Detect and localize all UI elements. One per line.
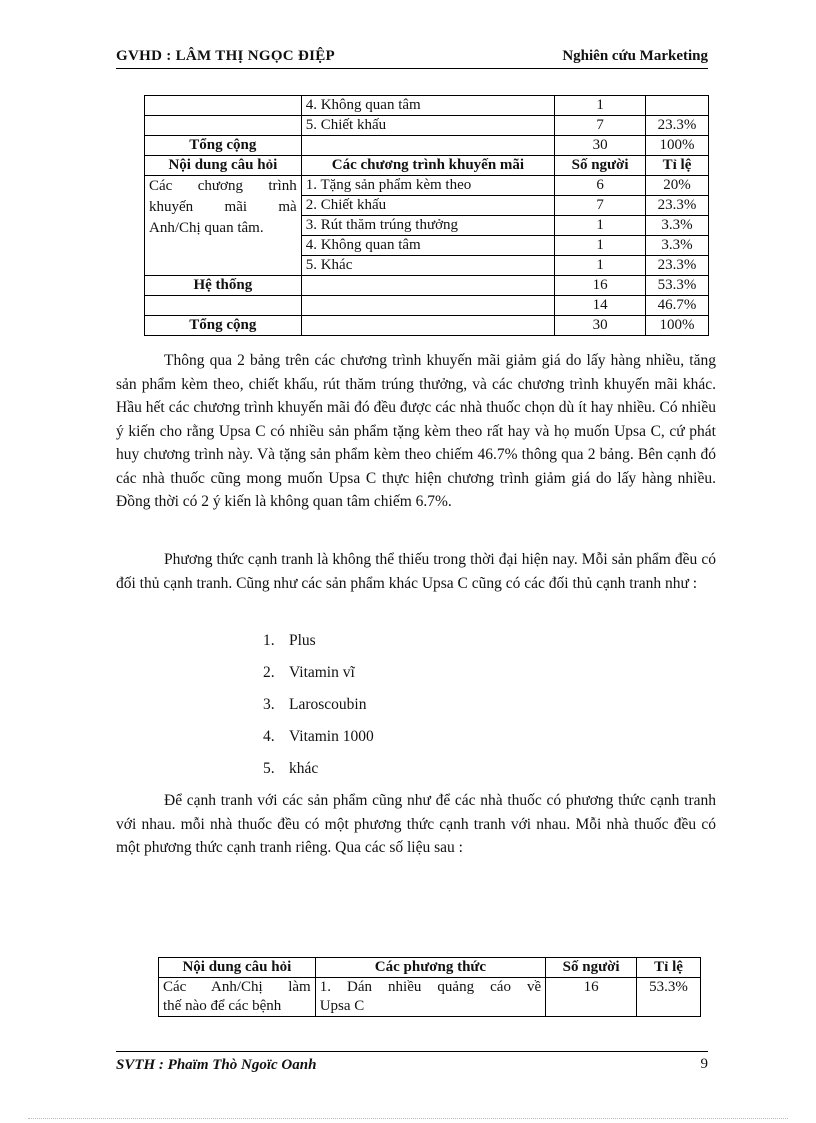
page-header — [116, 46, 708, 69]
table-cell: 3.3% — [646, 236, 709, 256]
list-text: Vitamin vĩ — [289, 664, 355, 681]
column-header: Số người — [555, 156, 646, 176]
table-cell: 1 — [555, 256, 646, 276]
table-cell: 1 — [555, 96, 646, 116]
column-header: Tỉ lệ — [637, 958, 701, 978]
column-header: Các phương thức — [315, 958, 545, 978]
page-boundary-divider — [28, 1118, 788, 1119]
table-cell: 1. Tặng sản phẩm kèm theo — [301, 176, 554, 196]
table-row — [159, 978, 701, 1017]
page-number: 9 — [700, 1056, 708, 1072]
footer-author: SVTH : Phaïm Thò Ngoïc Oanh — [116, 1057, 317, 1073]
paragraph-competition — [116, 548, 716, 595]
competitor-list — [263, 625, 374, 785]
table-cell: 53.3% — [637, 978, 701, 1017]
table-row — [145, 96, 709, 116]
methods-table — [158, 957, 701, 1017]
list-number: 3. — [263, 696, 275, 713]
table-cell: 100% — [646, 316, 709, 336]
column-header: Tỉ lệ — [646, 156, 709, 176]
table-cell: 100% — [646, 136, 709, 156]
promotion-table — [144, 95, 709, 336]
table-cell: 5. Chiết khấu — [301, 116, 554, 136]
method-line: Upsa C — [319, 998, 365, 1014]
list-item — [263, 753, 374, 785]
table-cell: 30 — [555, 136, 646, 156]
table-row — [145, 116, 709, 136]
table-cell: 23.3% — [646, 256, 709, 276]
question-line: thế nào để các bệnh — [163, 998, 282, 1014]
table-cell — [145, 296, 302, 316]
list-item — [263, 689, 374, 721]
total-label: Tổng cộng — [145, 136, 302, 156]
question-cell — [145, 176, 302, 276]
table-cell — [301, 296, 554, 316]
list-item — [263, 625, 374, 657]
table-cell: 5. Khác — [301, 256, 554, 276]
table-cell: 2. Chiết khấu — [301, 196, 554, 216]
table-header-row — [159, 958, 701, 978]
table-cell — [145, 96, 302, 116]
question-line: Các chương trình — [149, 178, 297, 194]
table-cell: 3.3% — [646, 216, 709, 236]
table-cell: 46.7% — [646, 296, 709, 316]
list-number: 1. — [263, 632, 275, 649]
table-row — [145, 176, 709, 196]
table-cell: 7 — [555, 116, 646, 136]
table-cell: 16 — [555, 276, 646, 296]
paragraph-summary — [116, 349, 716, 514]
table-cell: 14 — [555, 296, 646, 316]
total-label: Tổng cộng — [145, 316, 302, 336]
paragraph-text: Để cạnh tranh với các sản phẩm cũng như để các nhà thuốc có phương thức cạnh tranh với nhau. mỗi nhà thuốc đều có một phương thức cạnh tranh với nhau. Mỗi nhà thuốc đều có một phương thức cạnh tranh riêng. Qua các số liệu sau : — [116, 792, 716, 856]
table-cell: 7 — [555, 196, 646, 216]
list-text: khác — [289, 760, 319, 777]
header-subject: Nghiên cứu Marketing — [562, 48, 708, 64]
list-text: Vitamin 1000 — [289, 728, 374, 745]
table-cell: 4. Không quan tâm — [301, 96, 554, 116]
table-cell: 4. Không quan tâm — [301, 236, 554, 256]
list-number: 2. — [263, 664, 275, 681]
question-line: Các Anh/Chị làm — [163, 979, 311, 995]
table-cell: 1 — [555, 236, 646, 256]
table-row — [145, 296, 709, 316]
method-cell — [315, 978, 545, 1017]
method-line: 1. Dán nhiều quảng cáo về — [319, 979, 542, 995]
question-cell — [159, 978, 316, 1017]
list-text: Plus — [289, 632, 316, 649]
table-cell: 3. Rút thăm trúng thưởng — [301, 216, 554, 236]
table-cell — [301, 316, 554, 336]
table-cell: 23.3% — [646, 196, 709, 216]
question-line: Anh/Chị quan tâm. — [149, 220, 264, 236]
list-number: 4. — [263, 728, 275, 745]
paragraph-methods — [116, 789, 716, 860]
table-cell: 30 — [555, 316, 646, 336]
table-cell: 20% — [646, 176, 709, 196]
table-row — [145, 316, 709, 336]
table-cell — [646, 96, 709, 116]
table-cell — [301, 276, 554, 296]
table-cell — [301, 136, 554, 156]
table-header-row — [145, 156, 709, 176]
column-header: Các chương trình khuyến mãi — [301, 156, 554, 176]
table-row — [145, 276, 709, 296]
column-header: Nội dung câu hỏi — [159, 958, 316, 978]
table-cell — [145, 116, 302, 136]
list-number: 5. — [263, 760, 275, 777]
paragraph-text: Phương thức cạnh tranh là không thể thiếu trong thời đại hiện nay. Mỗi sản phẩm đều có đối thủ cạnh tranh. Cũng như các sản phẩm khác Upsa C cũng có các đối thủ cạnh tranh như : — [116, 551, 716, 592]
table-cell: 6 — [555, 176, 646, 196]
table-row — [145, 136, 709, 156]
header-advisor: GVHD : LÂM THỊ NGỌC ĐIỆP — [116, 48, 336, 64]
column-header: Số người — [546, 958, 637, 978]
list-text: Laroscoubin — [289, 696, 367, 713]
question-line: khuyến mãi mà — [149, 199, 297, 215]
paragraph-text: Thông qua 2 bảng trên các chương trình khuyến mãi giảm giá do lấy hàng nhiều, tăng sản phẩm kèm theo, chiết khấu, rút thăm trúng thưởng, và các chương trình khuyến mãi khác. Hầu hết các chương trình khuyến mãi đó đều được các nhà thuốc chọn dù ít hay nhiều. Có nhiều ý kiến cho rằng Upsa C có nhiều sản phẩm tặng kèm theo rất hay và họ muốn Upsa C, cứ phát huy chương trình này. Và tặng sản phẩm kèm theo chiếm 46.7% thông qua 2 bảng. Bên cạnh đó các nhà thuốc cũng mong muốn Upsa C thực hiện chương trình giảm giá do lấy hàng nhiều. Đồng thời có 2 ý kiến là không quan tâm chiếm 6.7%. — [116, 352, 716, 510]
table-cell: 16 — [546, 978, 637, 1017]
table-cell: 1 — [555, 216, 646, 236]
table-cell: 53.3% — [646, 276, 709, 296]
column-header: Nội dung câu hỏi — [145, 156, 302, 176]
page-footer — [116, 1051, 708, 1074]
system-label: Hệ thống — [145, 276, 302, 296]
list-item — [263, 721, 374, 753]
list-item — [263, 657, 374, 689]
table-cell: 23.3% — [646, 116, 709, 136]
